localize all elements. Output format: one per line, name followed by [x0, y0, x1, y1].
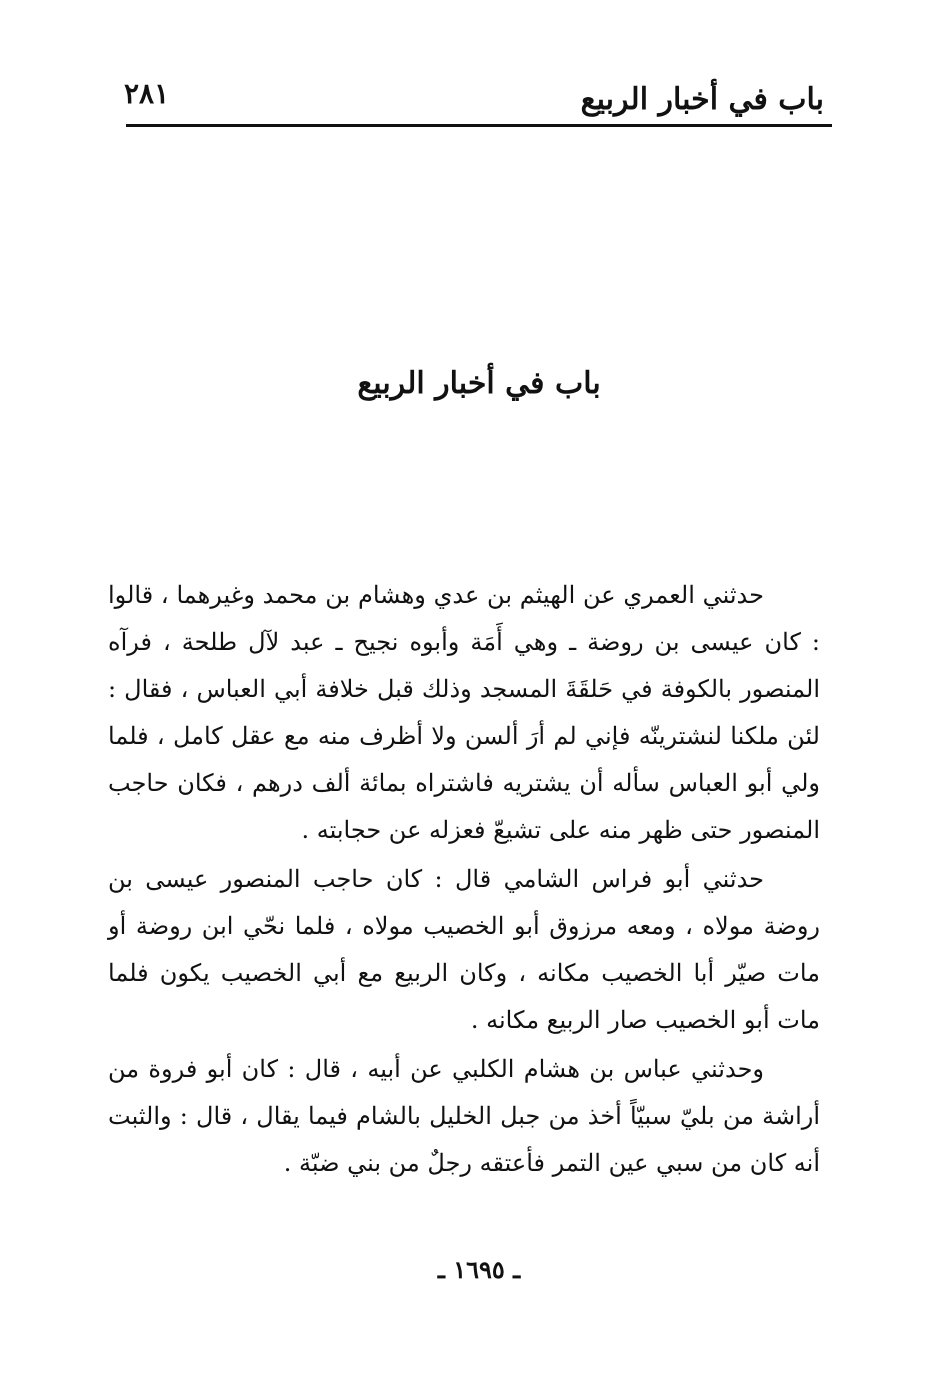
chapter-title: باب في أخبار الربيع — [357, 366, 601, 401]
running-head: باب في أخبار الربيع — [580, 82, 824, 117]
paragraph: حدثني العمري عن الهيثم بن عدي وهشام بن محمد وغيرهما ، قالوا : كان عيسى بن روضة ـ وهي أَمَة وأبوه نجيح ـ عبد لآل طلحة ، فرآه المنصور بالكوفة في حَلقَةَ المسجد وذلك قبل خلافة أبي العباس ، فقال : لئن ملكنا لنشترينّه فإني لم أرَ ألسن ولا أظرف منه مع عقل كامل ، فلما ولي أبو العباس سأله أن يشتريه فاشتراه بمائة ألف درهم ، فكان حاجب المنصور حتى ظهر منه على تشيعّ فعزله عن حجابته . — [108, 581, 820, 844]
page-number: ٢٨١ — [124, 77, 170, 110]
paragraph: حدثني أبو فراس الشامي قال : كان حاجب المنصور عيسى بن روضة مولاه ، ومعه مرزوق أبو الخصيب مولاه ، فلما نحّي ابن روضة أو مات صيّر أبا الخصيب مكانه ، وكان الربيع مع أبي الخصيب يكون فلما مات أبو الخصيب صار الربيع مكانه . — [108, 865, 820, 1034]
paragraph: وحدثني عباس بن هشام الكلبي عن أبيه ، قال : كان أبو فروة من أراشة من بليّ سبيّاً أخذ من جبل الخليل بالشام فيما يقال ، قال : والثبت أنه كان من سبي عين التمر فأعتقه رجلٌ من بني ضبّة . — [108, 1055, 820, 1177]
header-rule — [126, 124, 832, 127]
folio-number: ـ ١٦٩٥ ـ — [437, 1255, 521, 1284]
body-text — [108, 572, 820, 1187]
